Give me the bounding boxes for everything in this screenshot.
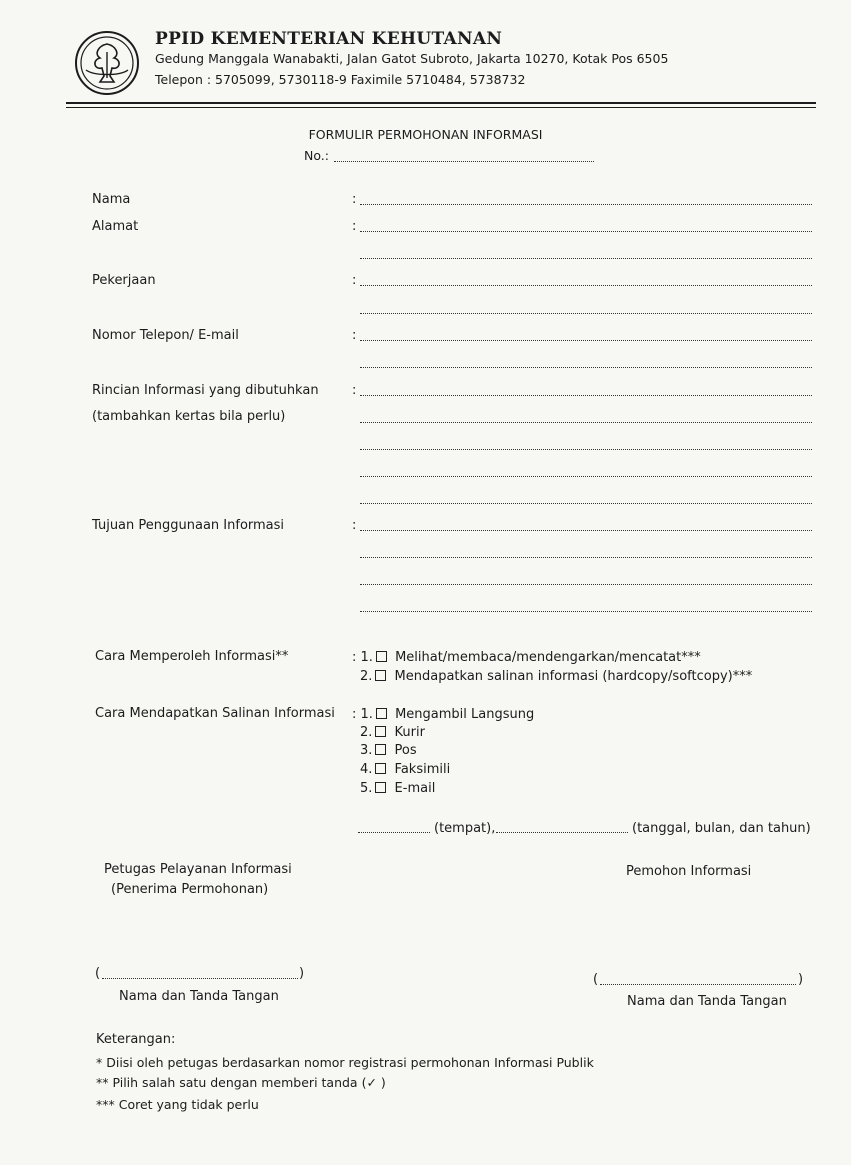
- cara-memperoleh-option[interactable]: [360, 669, 752, 684]
- checkbox[interactable]: [376, 708, 387, 719]
- input-rincian-line[interactable]: [360, 503, 812, 504]
- option-prefix: : 1.: [352, 707, 373, 722]
- label-pekerjaan: Pekerjaan: [92, 273, 156, 288]
- input-rincian-line[interactable]: [360, 449, 812, 450]
- input-tujuan-line[interactable]: [360, 584, 812, 585]
- input-tujuan-line[interactable]: [360, 611, 812, 612]
- option-text: Mendapatkan salinan informasi (hardcopy/softcopy)***: [394, 669, 753, 684]
- input-rincian-line[interactable]: [360, 476, 812, 477]
- label-tempat: (tempat),: [434, 821, 496, 836]
- label-nama: Nama: [92, 192, 131, 207]
- option-text: E-mail: [394, 781, 436, 796]
- option-prefix: : 1.: [352, 650, 373, 665]
- input-telepon-line[interactable]: [360, 367, 812, 368]
- label-alamat: Alamat: [92, 219, 139, 234]
- note-item: ** Pilih salah satu dengan memberi tanda (✓ ): [96, 1075, 386, 1090]
- option-text: Pos: [394, 743, 417, 758]
- option-number: 4.: [360, 762, 373, 777]
- form-number-label: No.:: [304, 148, 329, 163]
- input-rincian-line[interactable]: [360, 395, 812, 396]
- input-alamat-line[interactable]: [360, 231, 812, 232]
- checkbox[interactable]: [376, 651, 387, 662]
- close-paren: ): [798, 972, 804, 987]
- org-address: Gedung Manggala Wanabakti, Jalan Gatot Subroto, Jakarta 10270, Kotak Pos 6505: [155, 51, 669, 66]
- checkbox[interactable]: [375, 744, 386, 755]
- cara-salinan-option[interactable]: [352, 707, 534, 722]
- checkbox[interactable]: [375, 670, 386, 681]
- form-title: FORMULIR PERMOHONAN INFORMASI: [308, 127, 543, 142]
- checkbox[interactable]: [375, 726, 386, 737]
- input-nama-line[interactable]: [360, 204, 812, 205]
- input-tempat-line[interactable]: [358, 832, 430, 833]
- colon: :: [352, 273, 357, 288]
- option-number: 3.: [360, 743, 373, 758]
- option-text: Mengambil Langsung: [395, 707, 535, 722]
- option-text: Melihat/membaca/mendengarkan/mencatat***: [395, 650, 701, 665]
- note-item: * Diisi oleh petugas berdasarkan nomor registrasi permohonan Informasi Publik: [96, 1055, 594, 1070]
- close-paren: ): [299, 966, 305, 981]
- colon: :: [352, 328, 357, 343]
- colon: :: [352, 219, 357, 234]
- input-pekerjaan-line[interactable]: [360, 313, 812, 314]
- label-cara-salinan: Cara Mendapatkan Salinan Informasi: [95, 706, 335, 721]
- ministry-logo-icon: [74, 30, 140, 96]
- label-cara-memperoleh: Cara Memperoleh Informasi**: [95, 649, 289, 664]
- label-tanggal: (tanggal, bulan, dan tahun): [632, 821, 811, 836]
- input-tujuan-line[interactable]: [360, 557, 812, 558]
- label-rincian-note: (tambahkan kertas bila perlu): [92, 409, 286, 424]
- officer-signature-line[interactable]: [102, 978, 298, 979]
- header-divider-thin: [66, 107, 816, 108]
- option-number: 5.: [360, 781, 373, 796]
- cara-salinan-option[interactable]: [360, 725, 425, 740]
- applicant-name-sign: Nama dan Tanda Tangan: [627, 994, 787, 1009]
- officer-subtitle: (Penerima Permohonan): [111, 882, 269, 897]
- cara-salinan-option[interactable]: [360, 743, 417, 758]
- input-rincian-line[interactable]: [360, 422, 812, 423]
- option-text: Faksimili: [394, 762, 451, 777]
- input-tujuan-line[interactable]: [360, 530, 812, 531]
- option-text: Kurir: [394, 725, 425, 740]
- input-telepon-line[interactable]: [360, 340, 812, 341]
- label-tujuan: Tujuan Penggunaan Informasi: [92, 518, 285, 533]
- cara-salinan-option[interactable]: [360, 781, 435, 796]
- checkbox[interactable]: [375, 782, 386, 793]
- open-paren: (: [593, 972, 599, 987]
- cara-salinan-option[interactable]: [360, 762, 450, 777]
- colon: :: [352, 192, 357, 207]
- input-tanggal-line[interactable]: [496, 832, 628, 833]
- input-pekerjaan-line[interactable]: [360, 285, 812, 286]
- checkbox[interactable]: [375, 763, 386, 774]
- option-number: 2.: [360, 669, 373, 684]
- colon: :: [352, 518, 357, 533]
- header-divider: [66, 102, 816, 104]
- officer-title: Petugas Pelayanan Informasi: [104, 862, 292, 877]
- open-paren: (: [95, 966, 101, 981]
- option-number: 2.: [360, 725, 373, 740]
- org-name: PPID KEMENTERIAN KEHUTANAN: [155, 29, 503, 49]
- notes-heading: Keterangan:: [96, 1032, 176, 1047]
- label-rincian: Rincian Informasi yang dibutuhkan: [92, 383, 319, 398]
- applicant-signature-line[interactable]: [600, 984, 796, 985]
- org-phone: Telepon : 5705099, 5730118-9 Faximile 5710484, 5738732: [155, 72, 526, 87]
- form-number-line[interactable]: [334, 161, 594, 162]
- note-item: *** Coret yang tidak perlu: [96, 1097, 259, 1112]
- input-alamat-line[interactable]: [360, 258, 812, 259]
- cara-memperoleh-option[interactable]: [352, 650, 701, 665]
- officer-name-sign: Nama dan Tanda Tangan: [119, 989, 279, 1004]
- applicant-title: Pemohon Informasi: [626, 864, 752, 879]
- label-telepon: Nomor Telepon/ E-mail: [92, 328, 239, 343]
- colon: :: [352, 383, 357, 398]
